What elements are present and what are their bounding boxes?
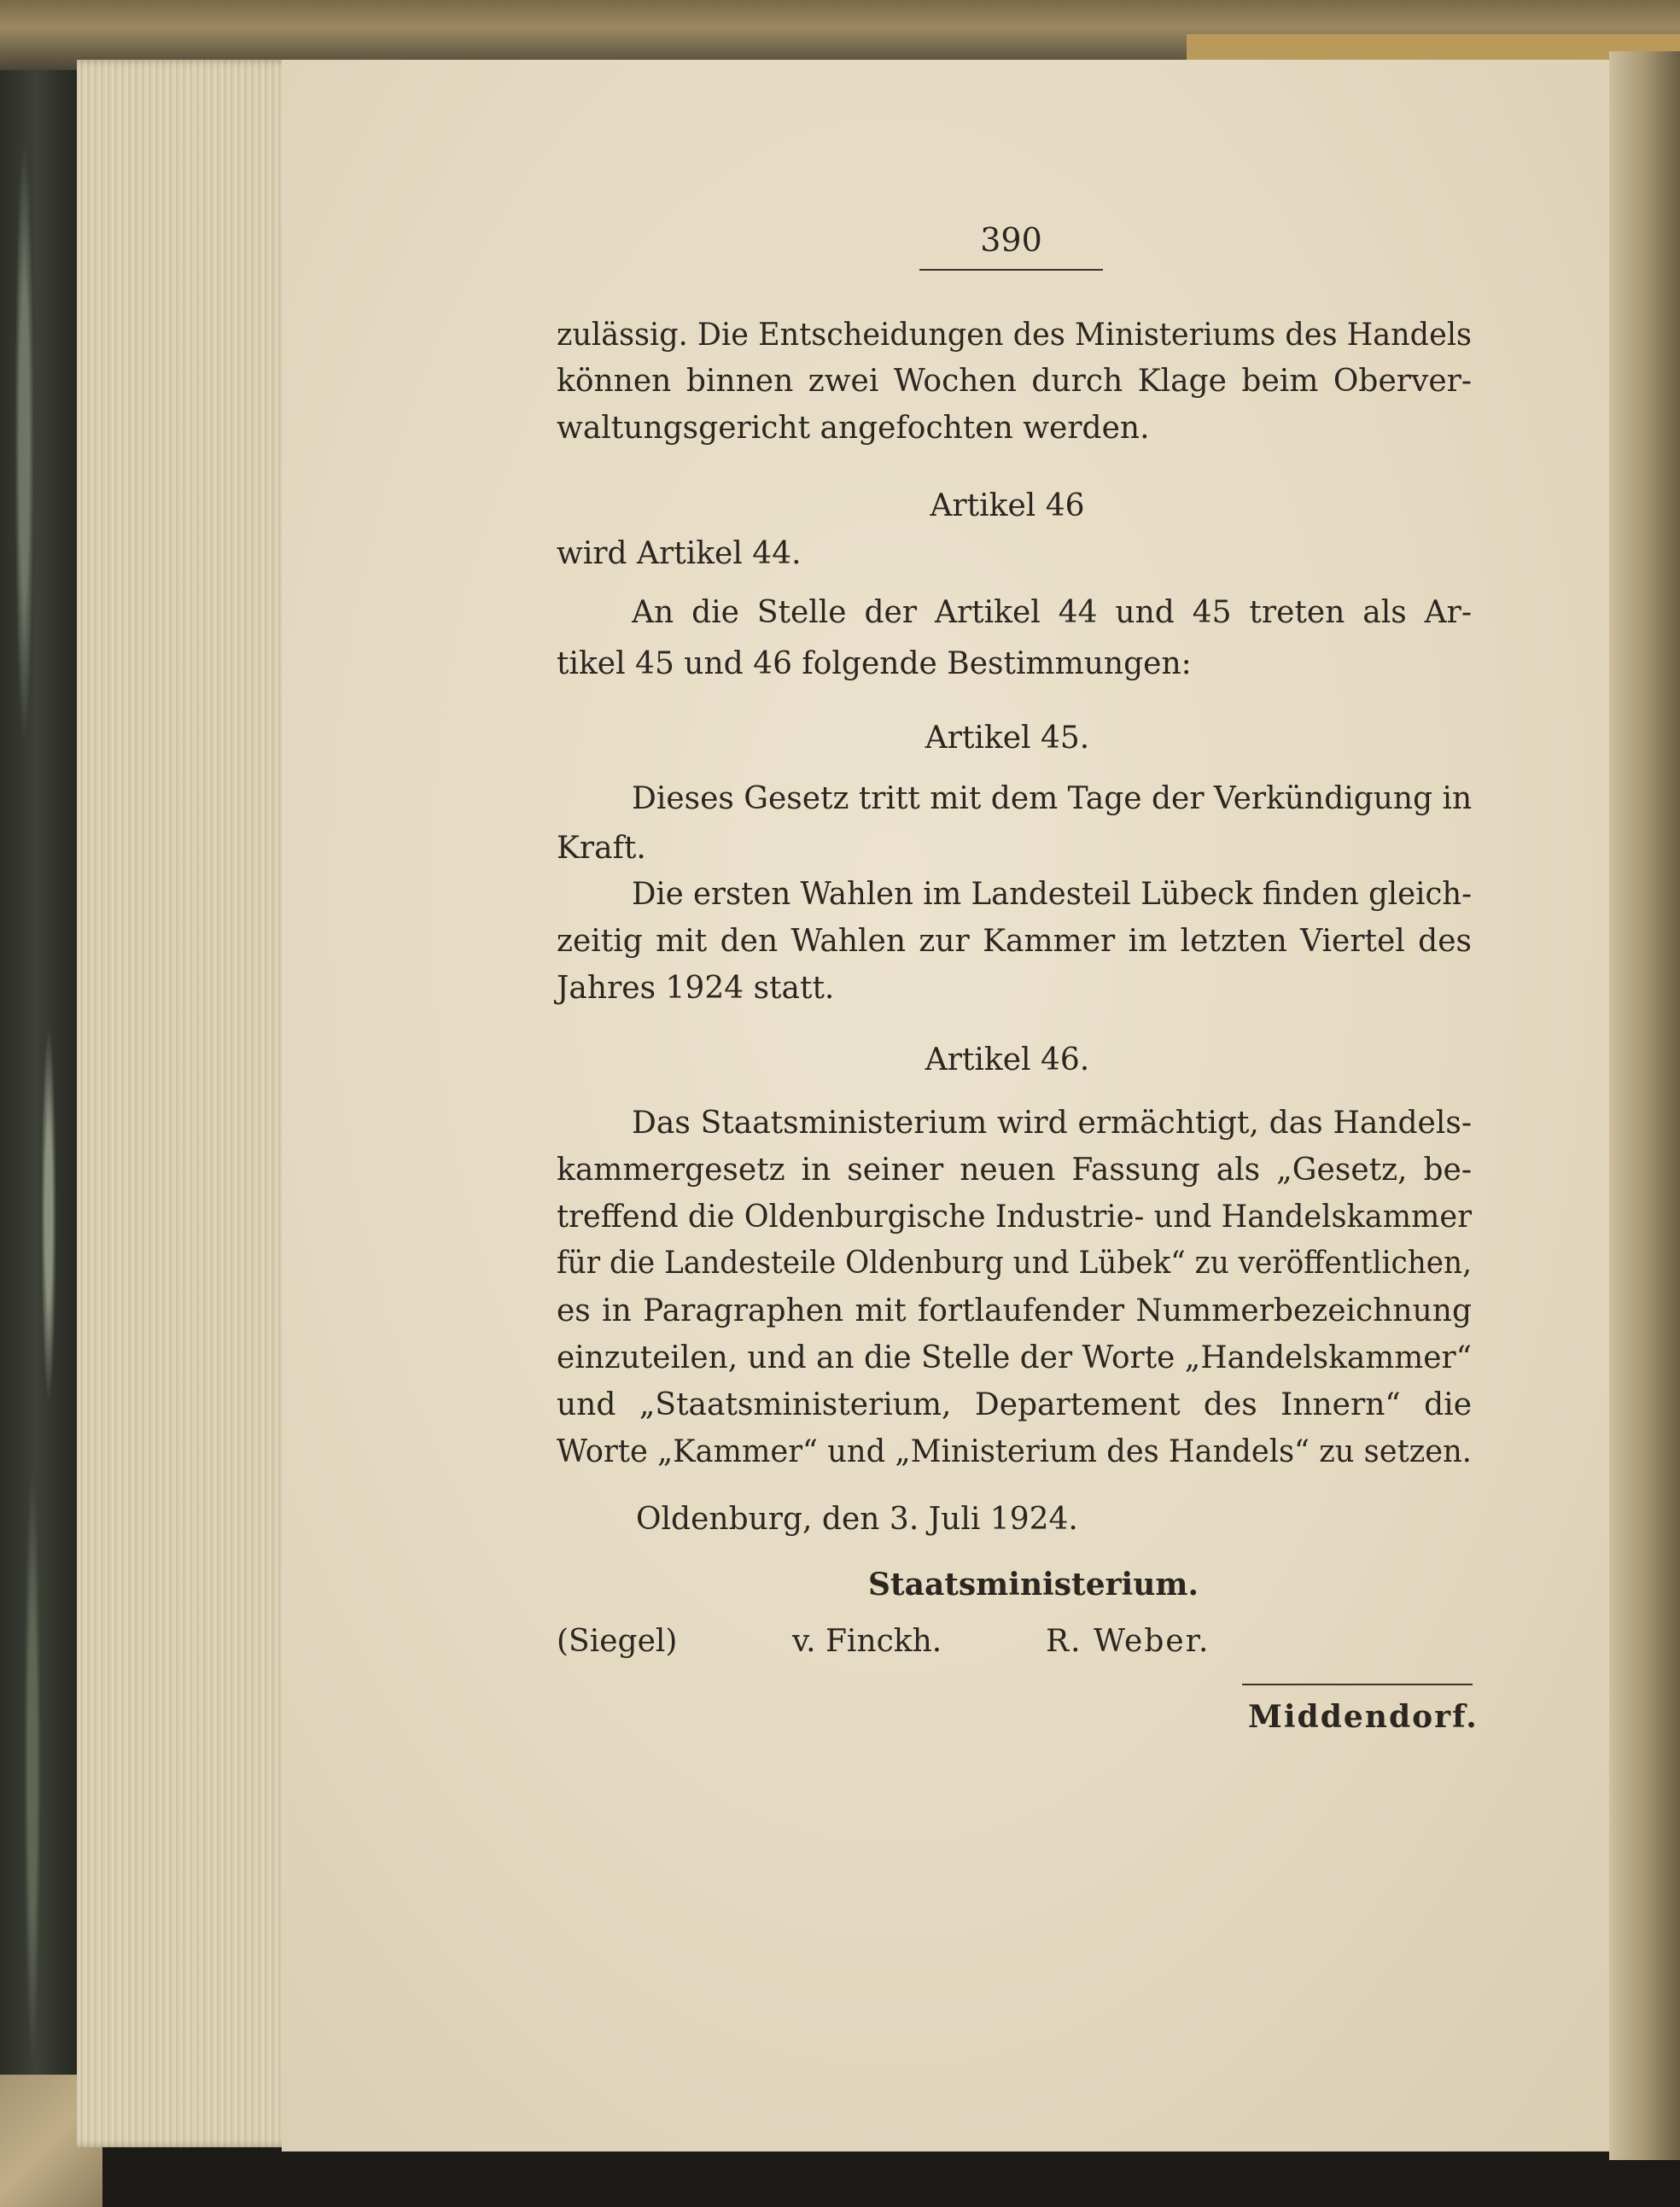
signature-rule (1242, 1684, 1473, 1685)
text-line: Worte „Kammer“ und „Ministerium des Handels“ zu setzen. (557, 1437, 1472, 1469)
text-line: kammergesetz in seiner neuen Fassung als „Gesetz, be- (557, 1155, 1472, 1188)
text-line: Jahres 1924 statt. (557, 971, 835, 1006)
text-line: und „Staatsministerium, Departement des Innern“ die (557, 1390, 1472, 1422)
text-line: waltungsgericht angefochten werden. (557, 411, 1150, 446)
text-line: Die ersten Wahlen im Landesteil Lübeck finden gleich- (632, 879, 1472, 912)
text-line: Dieses Gesetz tritt mit dem Tage der Verkündigung in (632, 784, 1472, 816)
text-line: Kraft. (557, 831, 646, 866)
text-line: für die Landesteile Oldenburg und Lübek“ zu veröffentlichen, (557, 1248, 1472, 1281)
signer-name: Middendorf. (1248, 1699, 1479, 1735)
text-line: es in Paragraphen mit fortlaufender Nummerbezeichnung (557, 1296, 1472, 1328)
signer-name: R. Weber. (1046, 1624, 1210, 1659)
text-line: können binnen zwei Wochen durch Klage beim Oberver- (557, 366, 1472, 399)
signer-name: v. Finckh. (792, 1624, 942, 1659)
text-line: einzuteilen, und an die Stelle der Worte „Handelskammer“ (557, 1343, 1472, 1375)
article-heading: Artikel 45. (925, 721, 1090, 756)
page-edges-stack (77, 60, 299, 2147)
marbled-cover-edge (0, 0, 81, 2207)
page-number: 390 (980, 221, 1042, 259)
page-number-rule (919, 269, 1103, 271)
article-heading: Artikel 46. (925, 1042, 1090, 1077)
text-line: wird Artikel 44. (557, 536, 802, 571)
text-line: An die Stelle der Artikel 44 und 45 treten als Ar- (632, 598, 1472, 630)
text-line: treffend die Oldenburgische Industrie- und Handelskammer (557, 1202, 1472, 1235)
text-line: tikel 45 und 46 folgende Bestimmungen: (557, 646, 1192, 681)
text-line: zulässig. Die Entscheidungen des Ministeriums des Handels (557, 320, 1472, 353)
text-line: zeitig mit den Wahlen zur Kammer im letzten Viertel des (557, 926, 1472, 959)
authority-name: Staatsministerium. (868, 1567, 1199, 1603)
text-line: Das Staatsministerium wird ermächtigt, das Handels- (632, 1108, 1472, 1141)
article-heading: Artikel 46 (930, 488, 1085, 523)
place-date: Oldenburg, den 3. Juli 1924. (636, 1502, 1078, 1537)
seal-label: (Siegel) (557, 1624, 678, 1659)
page-gutter-shadow (1609, 51, 1680, 2160)
